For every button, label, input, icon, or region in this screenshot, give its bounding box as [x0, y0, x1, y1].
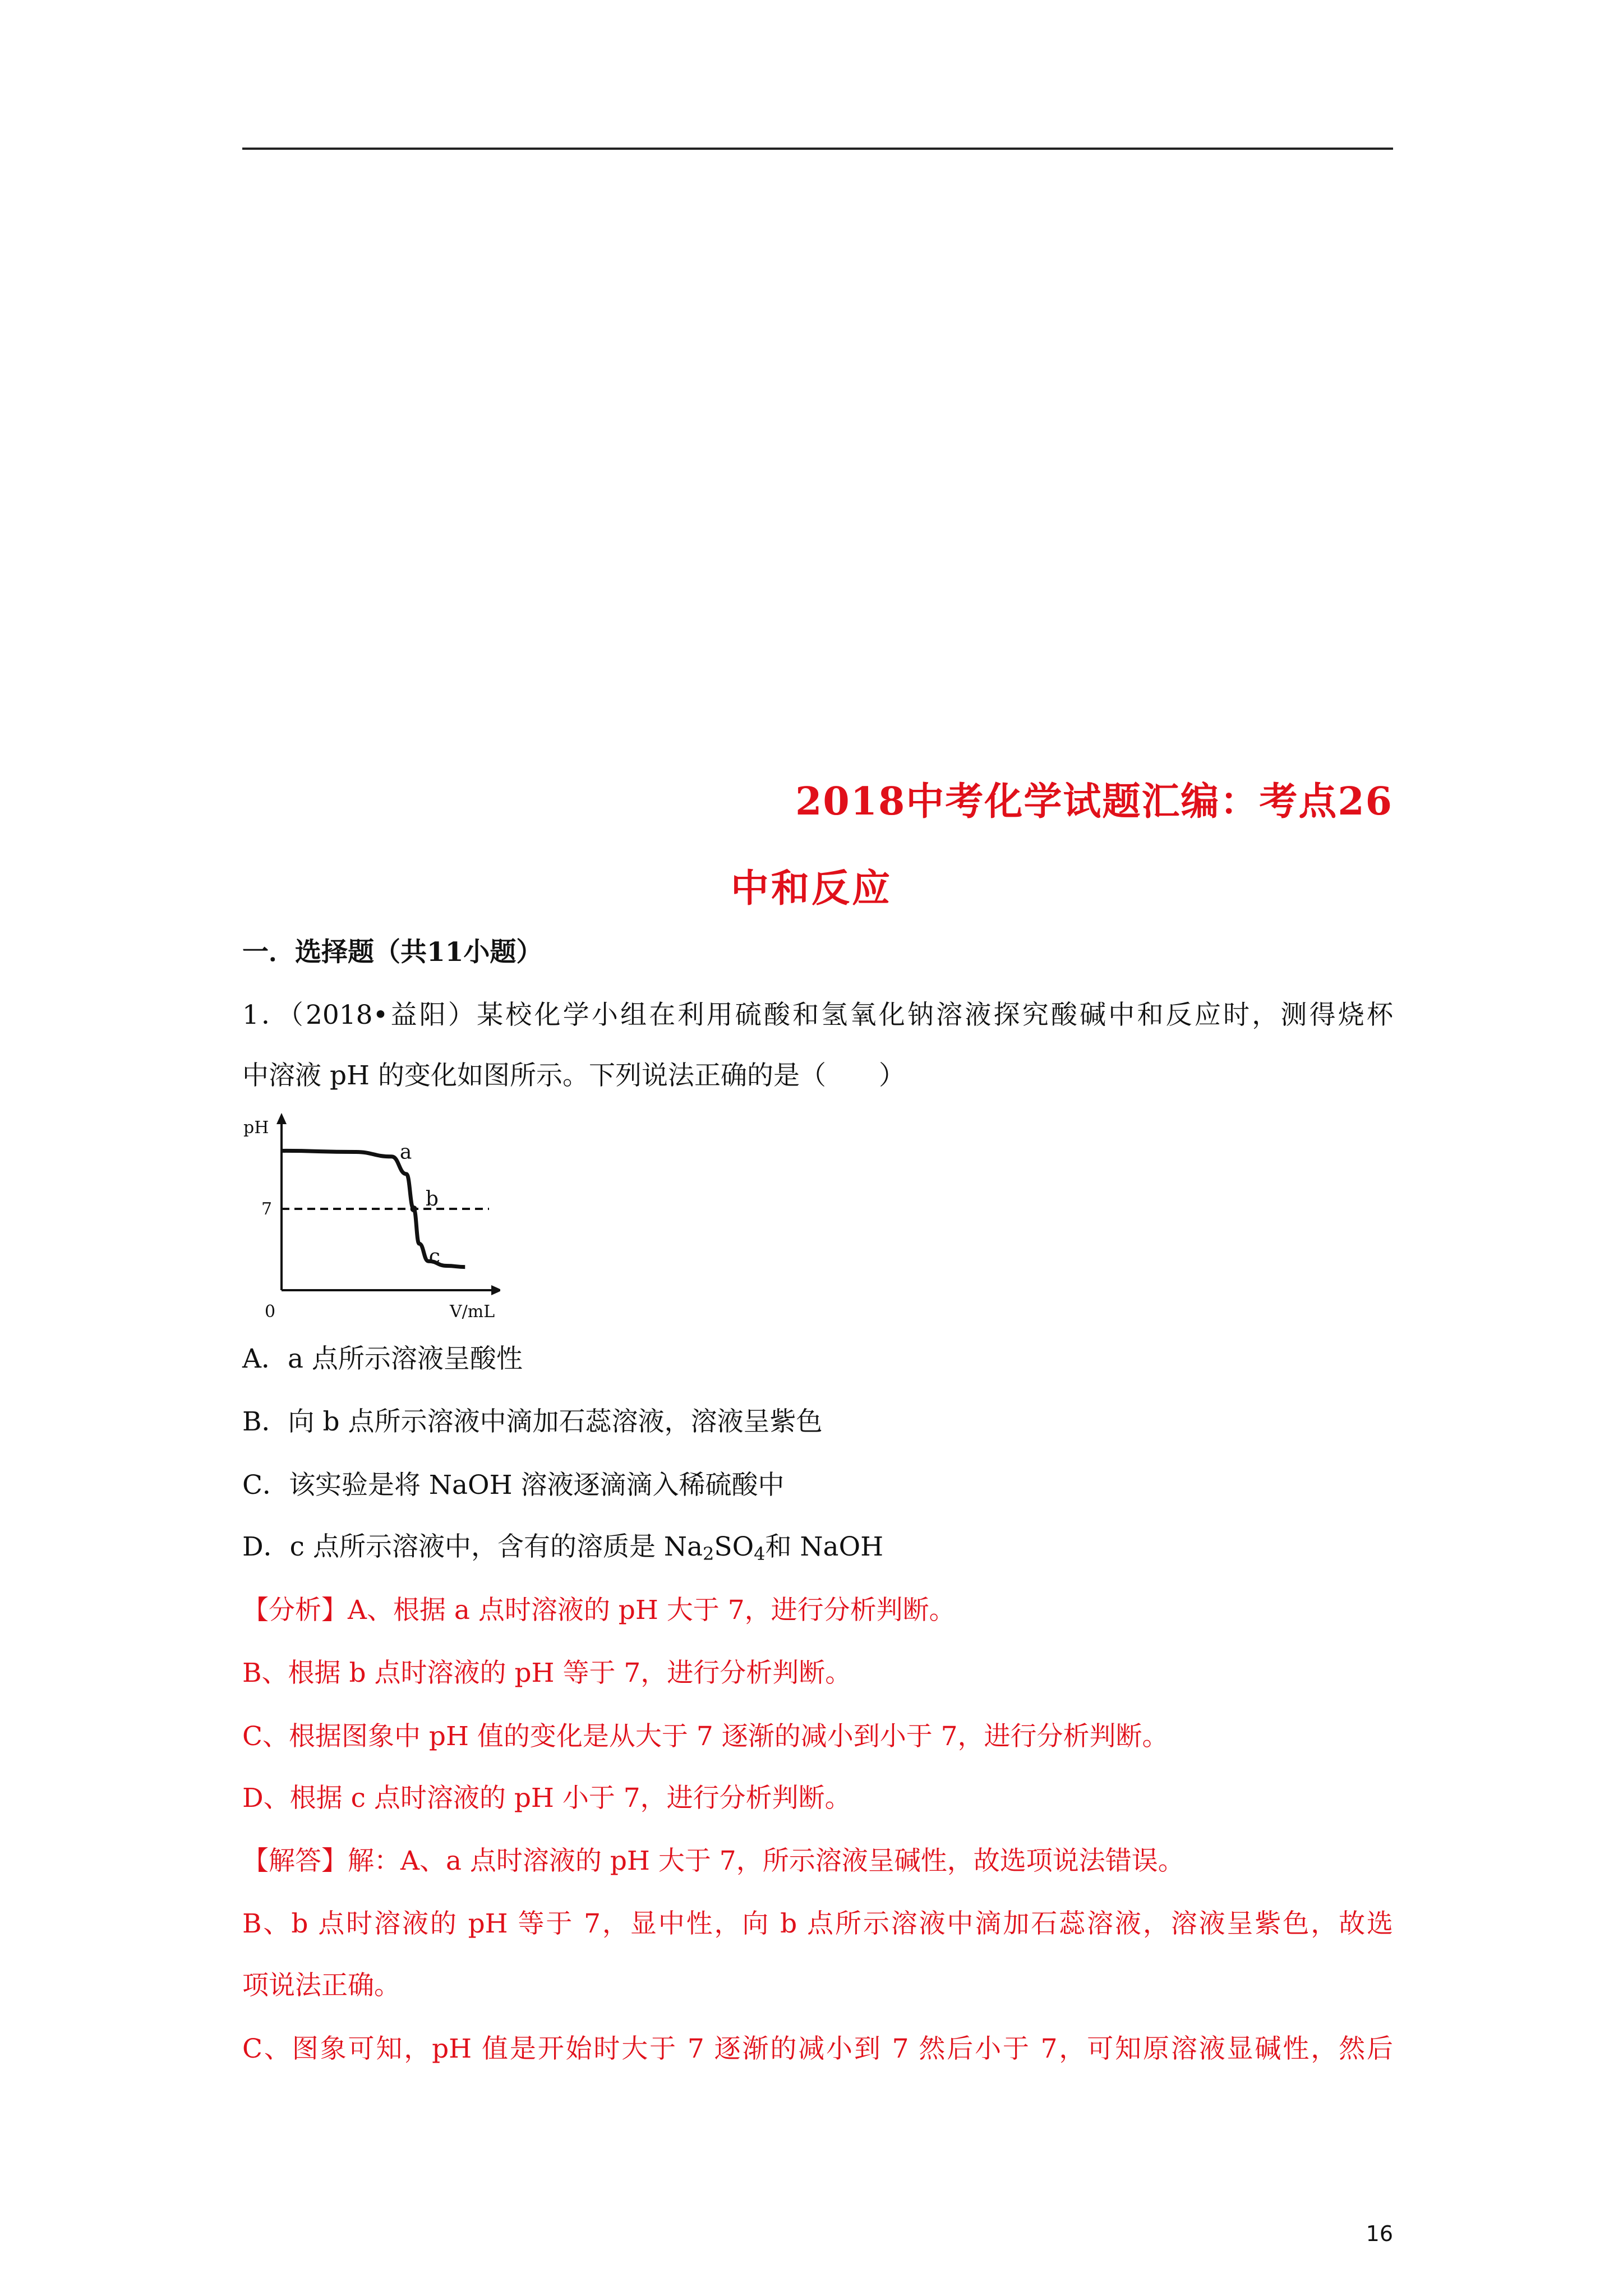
point-label-b: b: [425, 1188, 439, 1211]
option-d-middle: SO: [714, 1531, 754, 1562]
option-d-subscript-1: 2: [703, 1543, 714, 1565]
point-label-a: a: [399, 1140, 412, 1164]
option-a: A．a 点所示溶液呈酸性: [242, 1343, 523, 1374]
analysis-line-1: 【分析】A、根据 a 点时溶液的 pH 大于 7，进行分析判断。: [242, 1595, 956, 1626]
answer-line-1: 【解答】解：A、a 点时溶液的 pH 大于 7，所示溶液呈碱性，故选项说法错误。: [242, 1846, 1184, 1876]
document-title: 2018中考化学试题汇编：考点26: [795, 779, 1393, 824]
point-marker-b: [411, 1205, 417, 1212]
y-tick-label: 7: [261, 1199, 273, 1219]
document-subtitle: 中和反应: [730, 866, 892, 911]
answer-line-2: B、b 点时溶液的 pH 等于 7，显中性，向 b 点所示溶液中滴加石蕊溶液，溶液呈紫色，故选: [242, 1908, 1393, 1939]
page-number: 16: [1366, 2221, 1393, 2246]
y-axis-label: pH: [243, 1118, 269, 1138]
analysis-line-2: B、根据 b 点时溶液的 pH 等于 7，进行分析判断。: [242, 1658, 852, 1688]
header-rule: [242, 148, 1393, 150]
option-d: [242, 1531, 1393, 1563]
option-d-subscript-2: 4: [754, 1543, 766, 1565]
section-heading: 一．选择题（共11小题）: [242, 937, 543, 968]
origin-label: 0: [265, 1302, 276, 1322]
option-d-suffix: 和 NaOH: [765, 1531, 884, 1562]
y-axis-arrow: [276, 1113, 287, 1124]
option-b: B．向 b 点所示溶液中滴加石蕊溶液，溶液呈紫色: [242, 1406, 823, 1437]
option-c: C．该实验是将 NaOH 溶液逐滴滴入稀硫酸中: [242, 1470, 785, 1501]
answer-line-4: C、图象可知，pH 值是开始时大于 7 逐渐的减小到 7 然后小于 7，可知原溶液显碱性，然后: [242, 2033, 1393, 2064]
question-stem-line-1: 1．（2018•益阳）某校化学小组在利用硫酸和氢氧化钠溶液探究酸碱中和反应时，测得烧杯: [242, 1000, 1393, 1030]
analysis-line-3: C、根据图象中 pH 值的变化是从大于 7 逐渐的减小到小于 7，进行分析判断。: [242, 1721, 1169, 1752]
answer-line-3: 项说法正确。: [242, 1970, 400, 2001]
x-axis-arrow: [491, 1285, 500, 1295]
analysis-line-4: D、根据 c 点时溶液的 pH 小于 7，进行分析判断。: [242, 1783, 851, 1814]
option-d-prefix: D．c 点所示溶液中，含有的溶质是 Na: [242, 1531, 703, 1562]
point-label-c: c: [428, 1245, 440, 1268]
ph-titration-chart: [242, 1111, 500, 1324]
x-axis-label: V/mL: [450, 1302, 495, 1322]
question-stem-line-2: 中溶液 pH 的变化如图所示。下列说法正确的是（ ）: [242, 1060, 905, 1091]
